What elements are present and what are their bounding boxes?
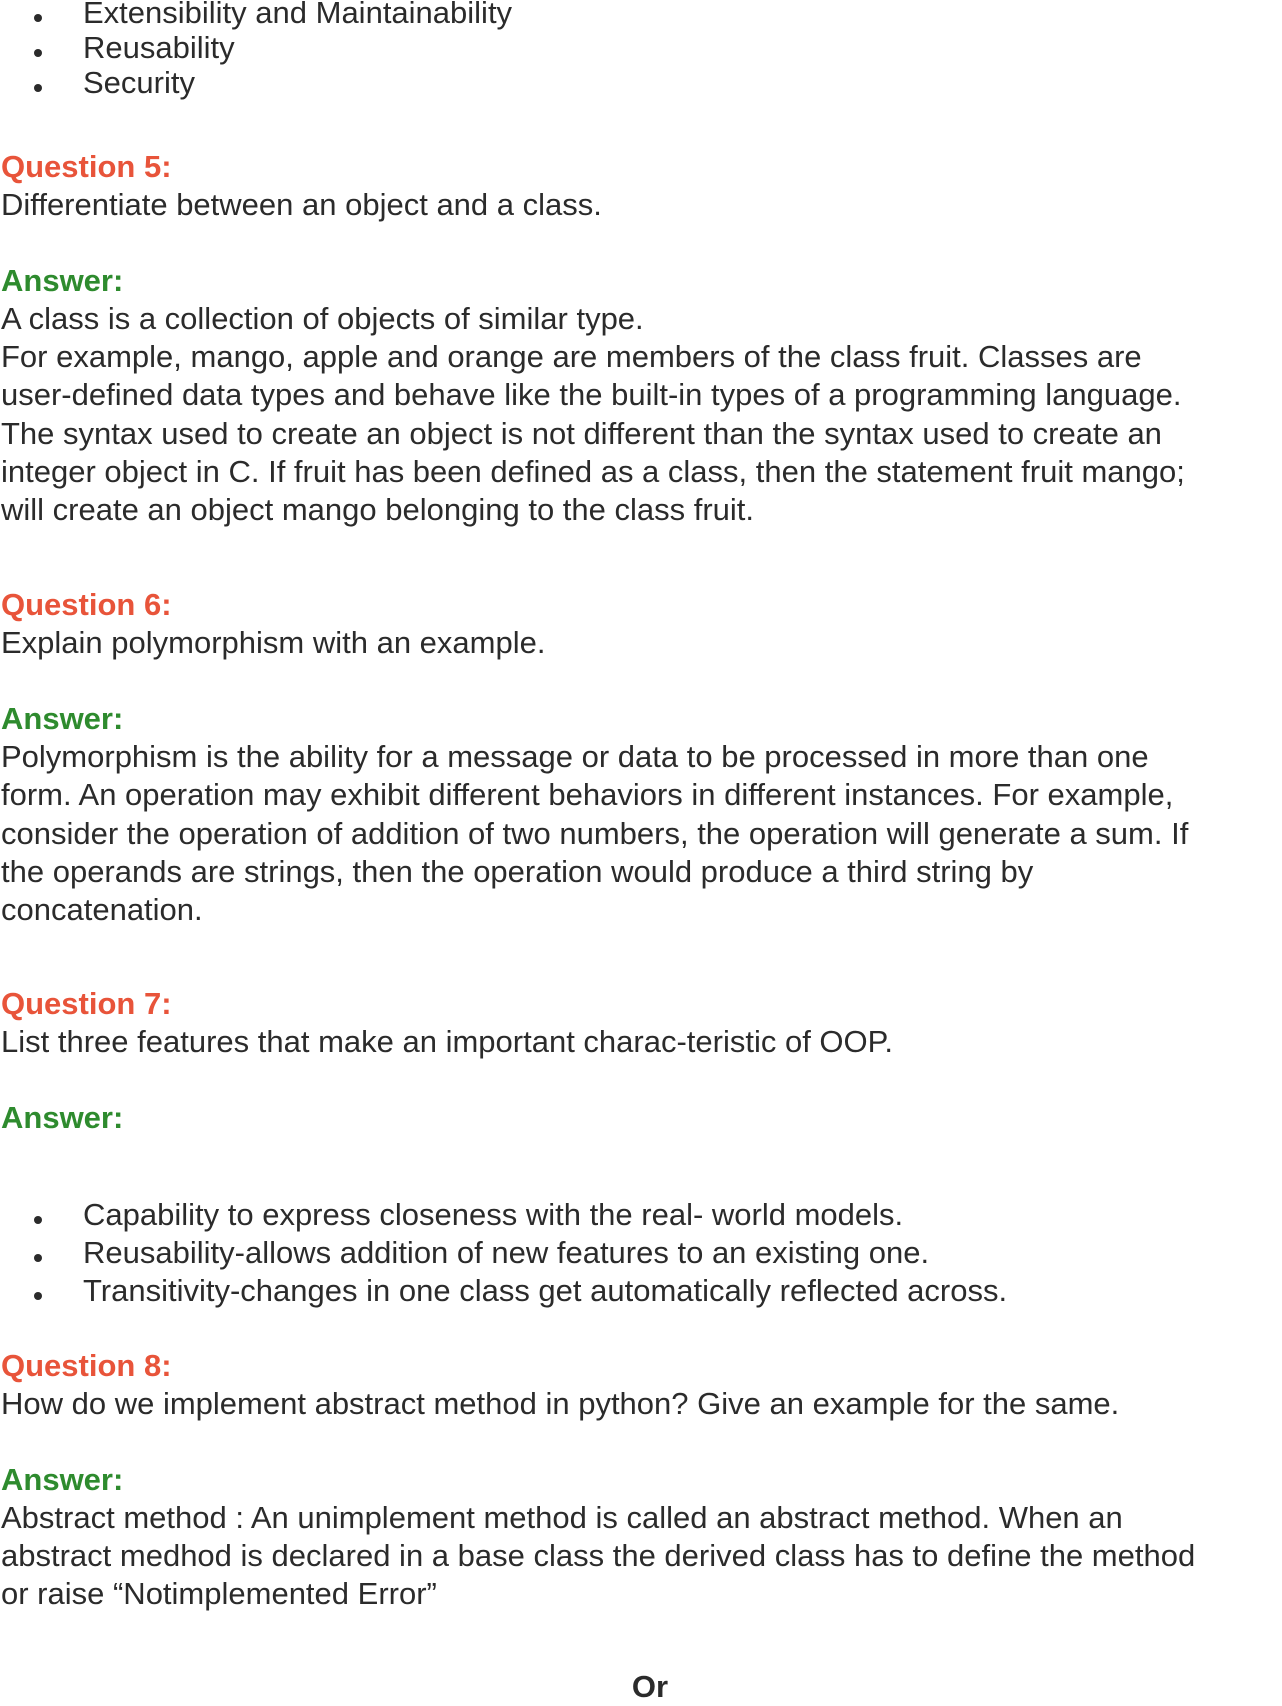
bullet-dot bbox=[34, 49, 42, 57]
answer-5-line: For example, mango, apple and orange are members of the class fruit. Classes are bbox=[1, 339, 1142, 374]
answer-7-heading: Answer: bbox=[1, 1100, 124, 1135]
list-item: Reusability-allows addition of new features to an existing one. bbox=[83, 1235, 930, 1270]
answer-5-line: integer object in C. If fruit has been defined as a class, then the statement fruit mango; bbox=[1, 454, 1185, 489]
question-5-heading: Question 5: bbox=[1, 149, 172, 184]
answer-6-line: consider the operation of addition of two numbers, the operation will generate a sum. If bbox=[1, 816, 1189, 851]
answer-8-line: or raise “Notimplemented Error” bbox=[1, 1576, 437, 1611]
list-item: Capability to express closeness with the real- world models. bbox=[83, 1197, 904, 1232]
answer-5-heading: Answer: bbox=[1, 263, 124, 298]
answer-6-heading: Answer: bbox=[1, 701, 124, 736]
question-6-heading: Question 6: bbox=[1, 587, 172, 622]
answer-5-line: user-defined data types and behave like the built-in types of a programming language. bbox=[1, 377, 1182, 412]
list-item: Extensibility and Maintainability bbox=[83, 0, 513, 30]
list-item: Security bbox=[83, 65, 195, 100]
bullet-dot bbox=[34, 14, 42, 22]
bullet-dot bbox=[34, 1216, 42, 1224]
question-8-text: How do we implement abstract method in python? Give an example for the same. bbox=[1, 1386, 1120, 1421]
or-divider-label: Or bbox=[631, 1669, 669, 1704]
answer-8-line: Abstract method : An unimplement method is called an abstract method. When an bbox=[1, 1500, 1123, 1535]
question-7-text: List three features that make an important charac-teristic of OOP. bbox=[1, 1024, 893, 1059]
question-7-heading: Question 7: bbox=[1, 986, 172, 1021]
answer-5-line: The syntax used to create an object is not different than the syntax used to create an bbox=[1, 416, 1162, 451]
question-5-text: Differentiate between an object and a class. bbox=[1, 187, 602, 222]
bullet-dot bbox=[34, 1292, 42, 1300]
question-6-text: Explain polymorphism with an example. bbox=[1, 625, 546, 660]
bullet-dot bbox=[34, 1254, 42, 1262]
answer-6-line: form. An operation may exhibit different behaviors in different instances. For example, bbox=[1, 777, 1174, 812]
answer-5-line: A class is a collection of objects of similar type. bbox=[1, 301, 644, 336]
list-item: Reusability bbox=[83, 30, 235, 65]
answer-6-line: concatenation. bbox=[1, 892, 203, 927]
list-item: Transitivity-changes in one class get automatically reflected across. bbox=[83, 1273, 1008, 1308]
bullet-dot bbox=[34, 84, 42, 92]
answer-8-line: abstract medhod is declared in a base class the derived class has to define the method bbox=[1, 1538, 1196, 1573]
answer-6-line: the operands are strings, then the operation would produce a third string by bbox=[1, 854, 1034, 889]
answer-8-heading: Answer: bbox=[1, 1462, 124, 1497]
answer-6-line: Polymorphism is the ability for a message or data to be processed in more than one bbox=[1, 739, 1149, 774]
answer-5-line: will create an object mango belonging to the class fruit. bbox=[1, 492, 755, 527]
question-8-heading: Question 8: bbox=[1, 1348, 172, 1383]
